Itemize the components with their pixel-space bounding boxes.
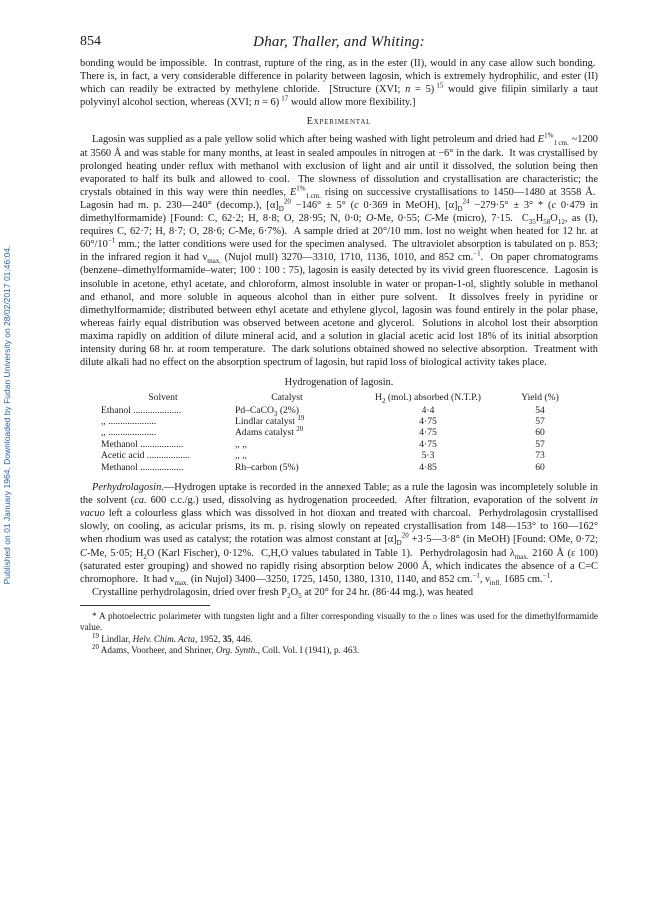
cell-catalyst: ,, ,, [235,450,247,462]
page-number: 854 [80,34,101,49]
cell-h2: 4·75 [419,427,437,439]
cell-h2: 4·75 [419,438,437,450]
table-row [96,416,568,427]
running-title: Dhar, Thaller, and Whiting: [253,34,425,50]
cell-solvent: ,, .................... [101,416,157,428]
cell-yield: 57 [535,416,545,428]
cell-h2: 4·85 [419,461,437,473]
cell-solvent: Methanol .................. [101,461,184,473]
header-h2: $H_2$ (mol.) absorbed (N.T.P.) [375,392,481,406]
cell-solvent: Acetic acid .................. [101,450,190,462]
table-caption: Hydrogenation of lagosin. [284,377,394,389]
page-body [80,57,598,657]
cell-h2: 4·4 [421,404,435,416]
footnote-19: $^{19}$ Lindlar, Helv. Chim. Acta, 1952, 35, 446. [92,631,253,644]
table-row [96,427,568,438]
cell-solvent: ,, .................... [101,427,157,439]
cell-catalyst: Pd–CaCO$_3$ (2%) [235,404,299,418]
cell-catalyst: ,, ,, [235,438,247,450]
download-watermark [1,95,13,735]
footnote-20: $^{20}$ Adams, Voorheer, and Shriner, Org. Synth., Coll. Vol. I (1941), p. 463. [92,643,360,656]
perhydrolagosin-paragraph: Perhydrolagosin.—Hydrogen uptake is recorded in the annexed Table; as a rule the lagosin was incompletely soluble in the solvent (ca. 600 c.c./g.) used, dissolving as hydrogenation proceeded. After filtration, evaporation of the solvent in vacuo left a colourless glass which was dissolved in hot dioxan and treated with charcoal. Perhydrolagosin crystallised slowly, on cooling, as acicular prisms, its m. p. rising slowly on repeated crystallisation from 148—153° to 160—162° when rhodium was used as catalyst; the rotation was almost constant at $[\alpha]_D^{20}$ +3·5—3·8° (in MeOH) [Found: OMe, 0·72; C-Me, 5·05; $H_2O$ (Karl Fischer), 0·12%. C,H,O values tabulated in Table 1). Perhydrolagosin had $\lambda_{max.}$ 2160 Å (ε 100) (saturated ester grouping) and showed no rapidly rising absorption below 2000 Å, which indicates the absence of a C=C chromophore. It had $\nu_{max.}$ (in Nujol) 3400—3250, 1725, 1450, 1380, 1310, 1140, and 852 cm.$^{-1}$, $\nu_{infl.}$ 1685 cm.$^{-1}$. [80,482,598,587]
crystalline-paragraph: Crystalline perhydrolagosin, dried over fresh $P_2O_5$ at 20° for 24 hr. (86·44 mg.), was heated [92,586,474,600]
cell-solvent: Ethanol .................... [101,404,182,416]
cell-catalyst: Adams catalyst $^{20}$ [235,425,304,439]
hydrogenation-table [96,392,568,473]
lagosin-paragraph: Lagosin was supplied as a pale yellow solid which after being washed with light petroleum and dried had $E^{1\%}_{1 cm.}$ ~1200 at 3560 Å and was stable for many months, at least in sealed ampoules in nitrogen at −6° in the dark. It was crystallised by prolonged heating under reflux with methanol with exclusion of light and air until it dissolved, the solution being then evaporated to half its bulk and allowed to cool. The slowness of dissolution and crystallisation are characteristic; the crystals obtained in this way were thin needles, $E^{1\%}_{1 cm.}$ rising on successive crystallisations to 1450—1480 at 3558 Å. Lagosin had m. p. 230—240° (decomp.), $[\alpha]_D^{20} -146^\circ \pm 5^\circ$ (c 0·369 in MeOH), $[\alpha]_D^{24} -279\cdot 5^\circ \pm 3^\circ * (c$ 0·479 in dimethylformamide) [Found: C, 62·2; H, 8·8; O, 28·95; N, 0·0; O-Me, 0·55; C-Me (micro), 7·15. $C_{35}H_{58}O_{12}$, as (I), requires C, 62·7; H, 8·7; O, 28·6; C-Me, 6·7%). A sample dried at 20°/10 mm. lost no weight when heated for 12 hr. at $60^\circ/10^{-1}$ mm.; the latter conditions were used for the specimen analysed. The ultraviolet absorption is tabulated on p. 853; in the infrared region it had $\nu_{max.}$ (Nujol mull) 3270—3310, 1710, 1136, 1010, and 852 cm.$^{-1}$. On paper chromatograms (benzene–dimethylformamide–water; 100 : 100 : 75), lagosin is easily detected by its vivid green fluorescence. Lagosin is insoluble in acetone, ethyl acetate, and chloroform, almost insoluble in water or propan-1-ol, slightly soluble in methanol and ethanol, and more soluble in aqueous alcohol than in either pure solvent. It dissolves freely in pyridine or dimethylformamide; distributed between ethyl acetate and ethylene glycol, lagosin was found entirely in the polar phase, whereas fairly equal distribution was observed between acetone and glycerol. Solutions in alcohol lost their absorption maxima rapidly on addition of dilute mineral acid, and a solution in glacial acetic acid lost 18% of its initial absorption intensity during 68 hr. at room temperature. The dark solutions obtained showed no selective absorption. Treatment with dilute alkali had no effect on the absorption spectrum of lagosin, but rapid loss of biological activity takes place. [80,132,599,369]
cell-yield: 60 [535,427,545,439]
cell-h2: 5·3 [421,450,435,462]
cell-yield: 57 [535,438,545,450]
cell-yield: 73 [535,450,545,462]
table-row [96,439,568,450]
header-catalyst: Catalyst [271,392,303,404]
table-row [96,405,568,416]
cell-catalyst: Lindlar catalyst $^{19}$ [235,413,305,428]
page-header [80,34,598,54]
header-solvent: Solvent [148,392,178,404]
table-row [96,462,568,473]
cell-solvent: Methanol .................. [101,438,184,450]
download-note: Published on 01 January 1964. Downloaded by Fudan University on 28/02/2017 01:46:04. [2,245,12,585]
section-title: Experimental [306,116,372,128]
cell-h2: 4·75 [419,416,437,428]
intro-paragraph: bonding would be impossible. In contrast, rupture of the ring, as in the ester (II), would in any case allow such bonding. There is, in fact, a very considerable difference in polarity between lagosin, which is extremely hydrophilic, and ester (II) which can readily be extracted by methylene chloride. [Structure (XVI; n = 5) $^{15}$ would give filipin similarly a taut polyvinyl alcohol section, whereas (XVI; n = 6) $^{17}$ would allow more flexibility.] [80,58,598,109]
cell-catalyst: Rh–carbon (5%) [235,461,299,473]
cell-yield: 60 [535,461,545,473]
footnote-rule [80,605,210,606]
table-header-row [96,392,568,404]
header-yield: Yield (%) [521,392,559,404]
cell-yield: 54 [535,404,545,416]
footnote-polarimeter: * A photoelectric polarimeter with tungsten light and a filter corresponding visually to the d lines was used for the dimethylformamide value. [80,610,599,633]
table-row [96,450,568,461]
